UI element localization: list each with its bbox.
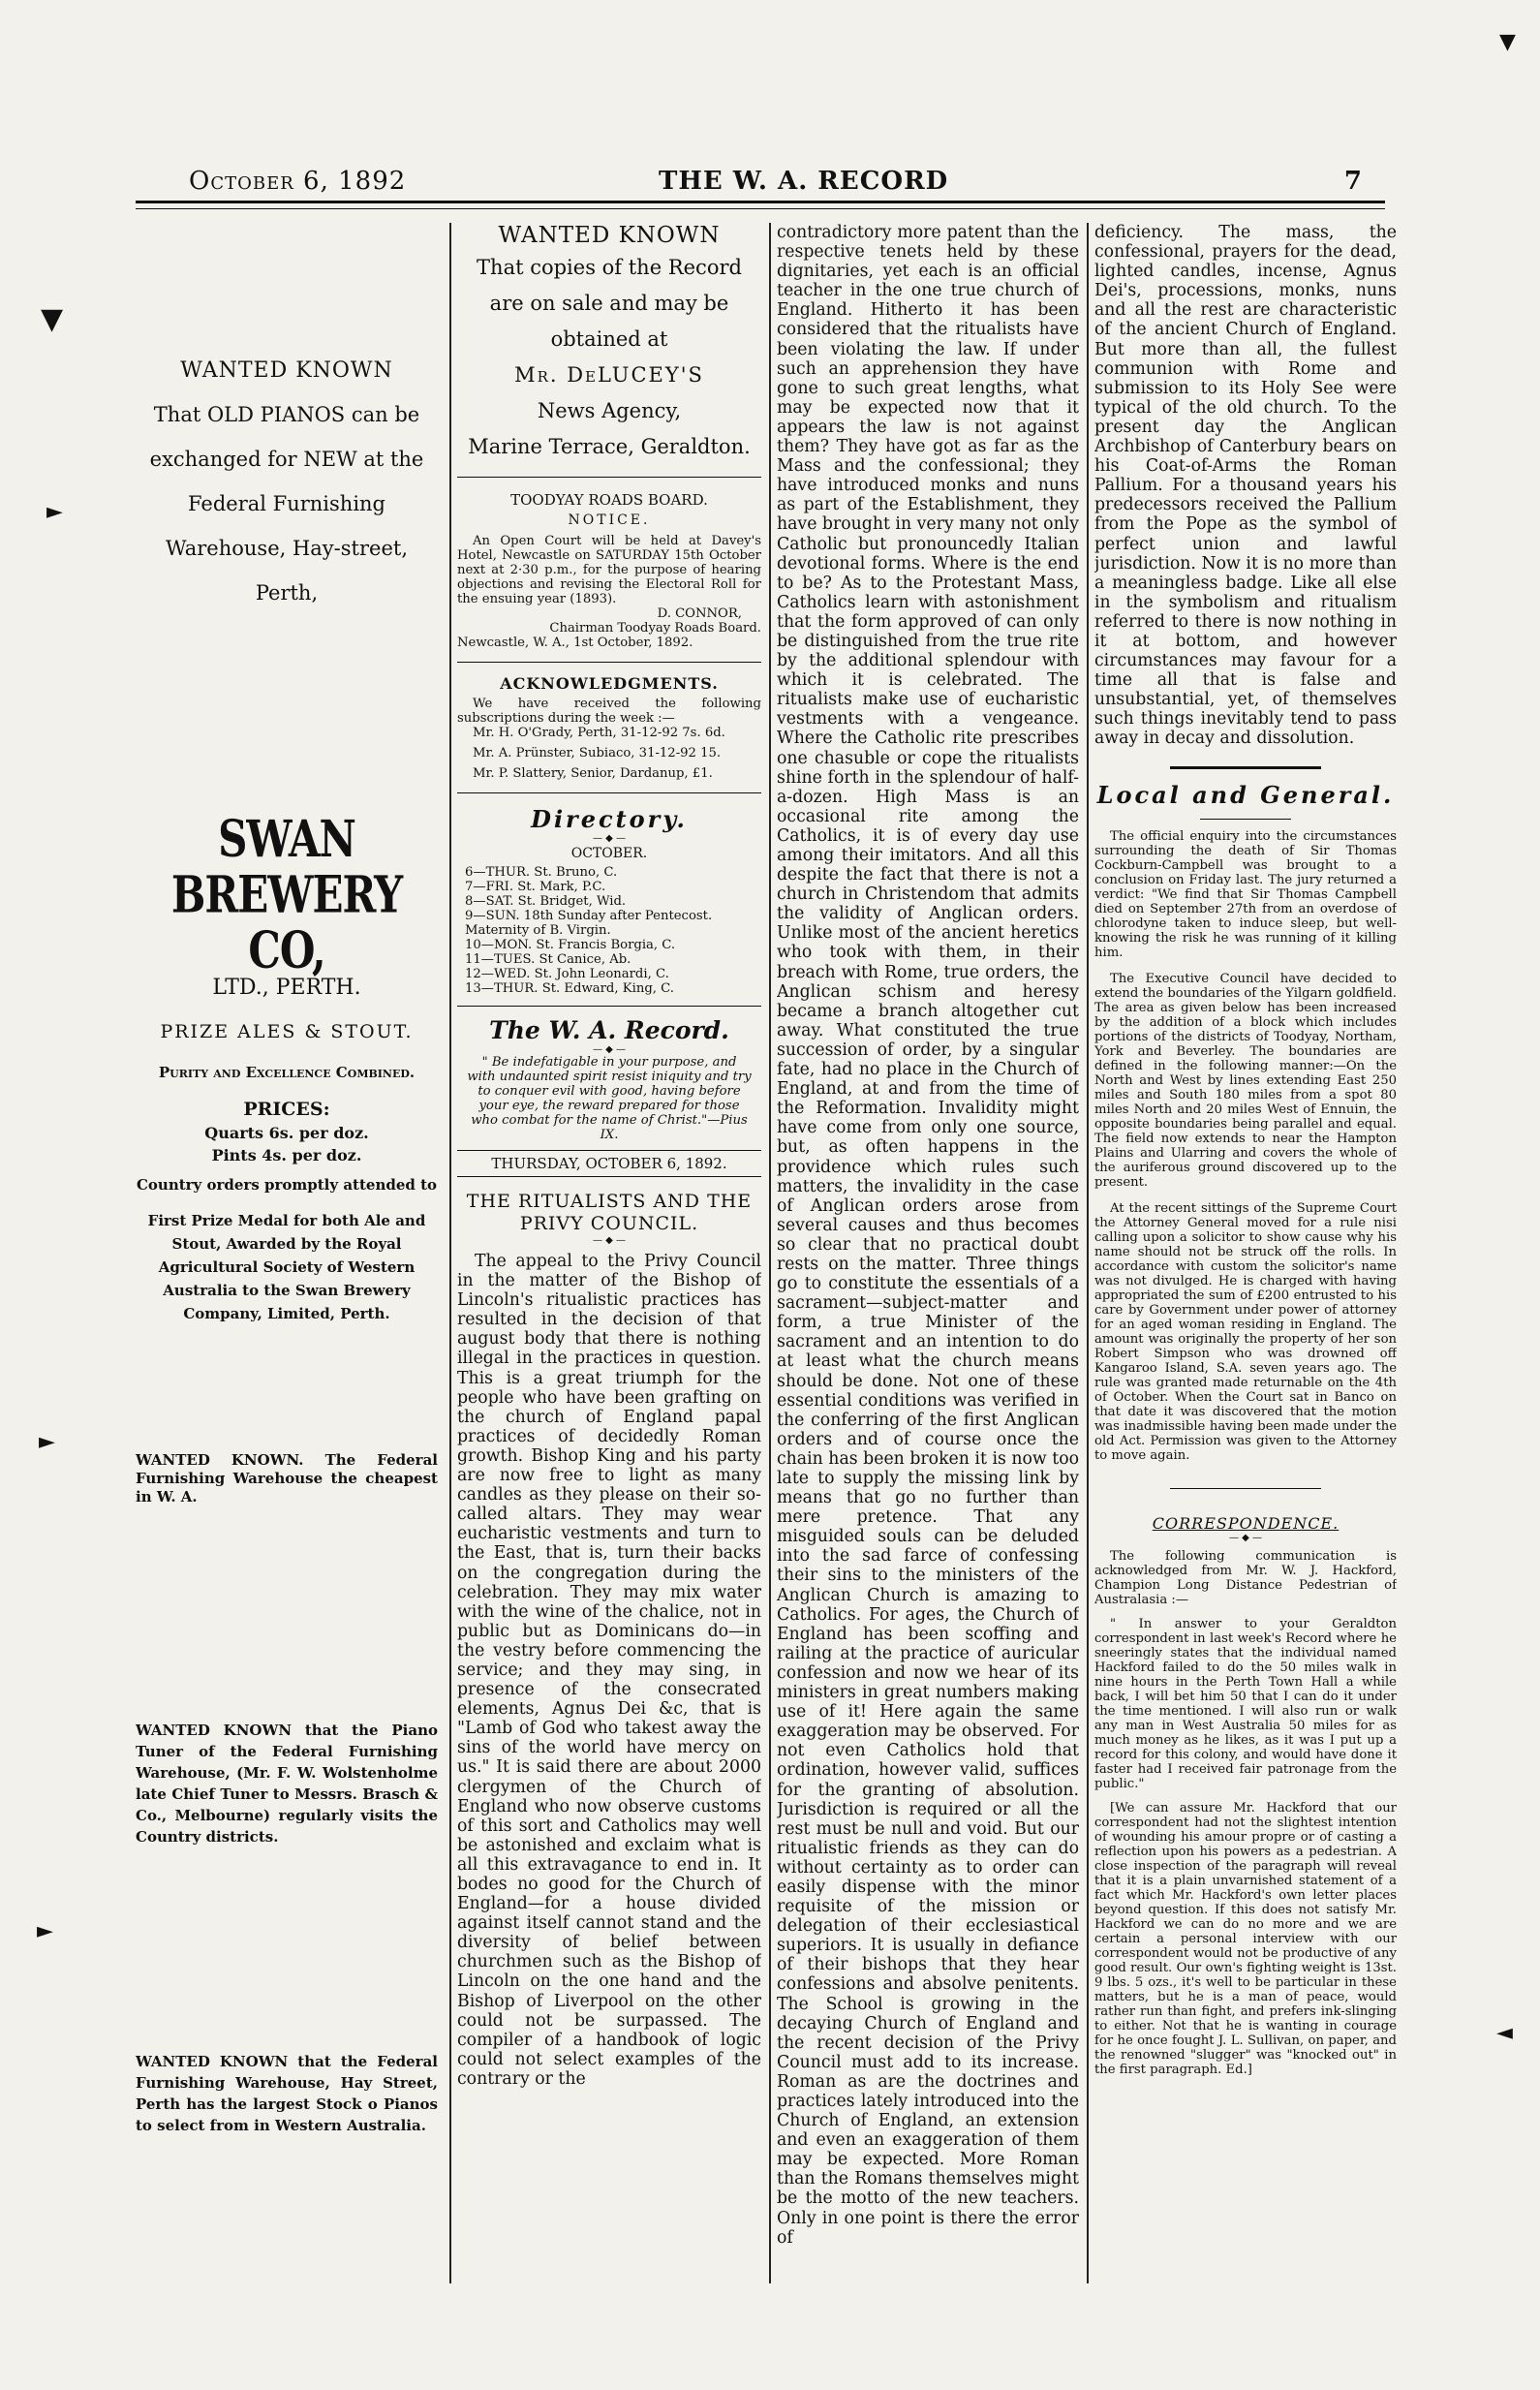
- ad-title: WANTED KNOWN: [180, 358, 393, 383]
- ornament: — ◆ —: [592, 833, 627, 844]
- ack-line: Mr. A. Prünster, Subiaco, 31-12-92 15.: [473, 746, 722, 760]
- notice-label: NOTICE.: [568, 512, 651, 528]
- divider: [457, 1176, 761, 1177]
- article-body-end: deficiency. The mass, the confessional, prayers for the dead, lighted candles, incense, Agnus Dei's, processions, monks, nuns and all the rest are characteristic of the ancient Church of England. But more than all, the fullest communion with Rome and submission to its Holy See were typical of the old church. To the present day the Anglican Archbishop of Canterbury bears on his Coat-of-Arms the Roman Pallium. For a thousand years his predecessors received the Pallium from the Pope as the symbol of perfect union and lawful jurisdiction. Now it is no more than a meaningless badge. Like all else in the symbolism and ritualism referred to there is now nothing in it at bottom, and however circumstances may favour for a time all that is false and unsubstantial, yet, of themselves such things inevitably tend to pass away in decay and dissolution.: [1094, 223, 1397, 749]
- header-rule: [136, 201, 1385, 203]
- directory-entry: 9—SUN. 18th Sunday after Pentecost. Maternity of B. Virgin.: [465, 909, 713, 938]
- ad-pianos-text: That OLD PIANOS can be exchanged for NEW at the Federal Furnishing Warehouse, Hay-street, Perth,: [149, 403, 424, 605]
- dateline: THURSDAY, OCTOBER 6, 1892.: [491, 1155, 727, 1172]
- directory-entry: 8—SAT. St. Bridget, Wid.: [465, 894, 627, 909]
- divider: [457, 792, 761, 793]
- directory-entry: 11—TUES. St Canice, Ab.: [465, 952, 631, 967]
- ad-cheapest: WANTED KNOWN. The Federal Furnishing Warehouse the cheapest in W. A.: [136, 1451, 438, 1505]
- divider: [457, 477, 761, 478]
- ack-title: ACKNOWLEDGMENTS.: [500, 674, 719, 693]
- wk-title: WANTED KNOWN: [498, 223, 721, 248]
- margin-mark: ▼: [41, 302, 64, 336]
- ornament: — ◆ —: [1228, 1532, 1263, 1543]
- toodyay-title: TOODYAY ROADS BOARD.: [510, 491, 708, 509]
- wk-text: That copies of the Record are on sale and may be obtained at: [477, 256, 742, 351]
- directory-list: [457, 865, 761, 996]
- swan-brewery-subtitle: LTD., PERTH.: [212, 976, 361, 1000]
- local-item: At the recent sittings of the Supreme Court the Attorney General moved for a rule nisi calling upon a solicitor to show cause why his name should not be struck off the rolls. In accordance with custom the solicitor's name was not divulged. He is charged with having appropriated the sum of £200 entrusted to his care by Government under power of attorney for an aged woman residing in England. The amount was originally the property of her son Robert Simpson who was drowned off Kangaroo Island, S.A. seven years ago. The rule was granted made returnable on the 4th of October. When the Court sat in Banco on that date it was discovered that the motion was inadmissible having been made under the old Act. Permission was given to the Attorney to move again.: [1094, 1200, 1397, 1463]
- correspondence-title: CORRESPONDENCE.: [1152, 1513, 1340, 1533]
- divider: [457, 1150, 761, 1151]
- directory-entry: 12—WED. St. John Leonardi, C.: [465, 967, 669, 981]
- correspondence-intro: The following communication is acknowledged from Mr. W. J. Hackford, Champion Long Distance Pedestrian of Australasia :—: [1094, 1548, 1397, 1607]
- divider: [457, 1006, 761, 1007]
- margin-mark: ◄: [1496, 2020, 1513, 2045]
- column-rule: [769, 223, 771, 2283]
- swan-products: PRIZE ALES & STOUT.: [160, 1021, 414, 1042]
- editor-reply: [We can assure Mr. Hackford that our correspondent had not the slightest intention of wounding his amour propre or of casting a reflection upon his powers as a pedestrian. A close inspection of the paragraph will reveal that it is a plain unvarnished statement of a fact which Mr. Hackford's own letter places beyond question. If this does not satisfy Mr. Hackford we can do no more and we are certain a personal interview with our correspondent would not be productive of any good result. Our own's fighting weight is 13st. 9 lbs. 5 ozs., it's well to be particular in these matters, but he is a man of peace, would rather run than fight, and prefers ink-slinging to either. Not that he is wanting in courage for he once fought J. L. Sullivan, on paper, and the renowned "slugger" was "knocked out" in the first paragraph. Ed.]: [1094, 1800, 1397, 2077]
- ack-line: Mr. P. Slattery, Senior, Dardanup, £1.: [473, 766, 713, 781]
- toodyay-date: Newcastle, W. A., 1st October, 1892.: [457, 636, 693, 650]
- column-notices-editorial: [457, 223, 761, 2332]
- price-pints: Pints 4s. per doz.: [211, 1146, 362, 1164]
- masthead: THE W. A. RECORD: [659, 167, 949, 196]
- medal-text: First Prize Medal for both Ale and Stout, Awarded by the Royal Agricultural Society of Western Australia to the Swan Brewery Company, Limited, Perth.: [147, 1212, 426, 1322]
- toodyay-sign-title: Chairman Toodyay Roads Board.: [549, 621, 761, 636]
- margin-mark: ►: [37, 1918, 53, 1943]
- prices-label: PRICES:: [243, 1099, 330, 1120]
- header-rule-thin: [136, 208, 1385, 209]
- wk-place: Marine Terrace, Geraldton.: [468, 435, 751, 458]
- pius-motto: " Be indefatigable in your purpose, and with undaunted spirit resist iniquity and try to conquer evil with good, having before your eye, the reward prepared for those who combat for the name of Christ."—Pius IX.: [467, 1055, 752, 1142]
- country-orders: Country orders promptly attended to: [136, 1176, 438, 1194]
- article-body: The appeal to the Privy Council in the matter of the Bishop of Lincoln's ritualistic practices has resulted in the decision of that august body that there is nothing illegal in the practices in question. This is a great triumph for the people who have been grafting on the church of England papal practices of decidedly Roman growth. Bishop King and his party are now free to light as many candles as they please on their so-called altars. They may wear eucharistic vestments and turn to the East, that is, turn their backs on the congregation during the celebration. They may mix water with the wine of the chalice, not in public but as Dominicans do—in the vestry before commencing the service; and they may sing, in presence of the consecrated elements, Agnus Dei &c, that is "Lamb of God who takest away the sins of the world have mercy on us." It is said there are about 2000 clergymen of the Church of England who now observe customs of this sort and Catholics may well be astonished and exclaim what is all this extravagance to end in. It bodes no good for the Church of England—for a house divided against itself cannot stand and the diversity of belief between churchmen such as the Bishop of Lincoln on the one hand and the Bishop of Liverpool on the other could not be surpassed. The compiler of a handbook of logic could not select examples of the contrary or the: [457, 1252, 761, 2089]
- local-general-title: Local and General.: [1096, 780, 1395, 809]
- page-header: [136, 167, 1385, 196]
- column-rule: [1087, 223, 1089, 2283]
- column-article-continued: [777, 223, 1079, 2332]
- divider: [1170, 766, 1321, 769]
- swan-purity: Purity and Excellence Combined.: [158, 1064, 416, 1081]
- directory-entry: 6—THUR. St. Bruno, C.: [465, 865, 618, 880]
- price-quarts: Quarts 6s. per doz.: [204, 1124, 369, 1142]
- directory-entry: 7—FRI. St. Mark, P.C.: [465, 880, 606, 894]
- ad-largest-stock: WANTED KNOWN that the Federal Furnishing Warehouse, Hay Street, Perth has the largest Stock o Pianos to select from in Western Australia.: [136, 2053, 438, 2134]
- local-item: The Executive Council have decided to extend the boundaries of the Yilgarn goldfield. The area as given below has been increased by the addition of a block which includes portions of the districts of Toodyay, Northam, York and Beverley. The boundaries are defined in the following manner:—On the North and West by lines extending East 250 miles and South 180 miles from a spot 80 miles North and 20 miles West of Ennuin, the opposite boundaries being parallel and equal. The field now extends to near the Hampton Plains and Ularring and covers the whole of the auriferous ground discovered up to the present.: [1094, 971, 1397, 1190]
- directory-entry: 13—THUR. St. Edward, King, C.: [465, 981, 674, 996]
- column-rule: [449, 223, 451, 2283]
- divider: [1200, 819, 1291, 820]
- divider: [457, 662, 761, 663]
- ack-line: Mr. H. O'Grady, Perth, 31-12-92 7s. 6d.: [473, 726, 725, 740]
- correspondence-letter: " In answer to your Geraldton correspondent in last week's Record where he sneeringly states that the individual named Hackford failed to do the 50 miles walk in nine hours in the Perth Town Hall a while back, I will bet him 50 that I can do it under the time mentioned. I will also run or walk any man in West Australia 50 miles for as much money as he likes, as it was I put up a record for this colony, and would have done it faster had I received fair patronage from the public.": [1094, 1616, 1397, 1791]
- margin-mark: ►: [46, 499, 63, 524]
- margin-mark: ▼: [1499, 29, 1516, 54]
- ad-piano-tuner: WANTED KNOWN that the Piano Tuner of the Federal Furnishing Warehouse, (Mr. F. W. Wolstenholme late Chief Tuner to Messrs. Brasch & Co., Melbourne) regularly visits the Country districts.: [136, 1722, 438, 1846]
- margin-mark: ►: [39, 1429, 55, 1454]
- article-title: THE RITUALISTS AND THE PRIVY COUNCIL.: [466, 1191, 753, 1234]
- directory-month: OCTOBER.: [570, 846, 648, 861]
- toodyay-sign: D. CONNOR,: [657, 606, 742, 621]
- column-advertisements: [136, 223, 438, 2332]
- article-body-continued: contradictory more patent than the respective tenets held by these dignitaries, yet each is an official teacher in the one true church of England. Hitherto it has been considered that the ritualists have been violating the law. If under such an apprehension they have gone to such great lengths, what may be expected now that it appears the law is not against them? They have got as far as the Mass and the confessional; they have introduced monks and nuns as part of the Establishment, they have brought in very many not only Catholic but pronouncedly Italian devotional forms. Where is the end to be? As to the Protestant Mass, Catholics learn with astonishment that the form approved of can only be distinguished from the true rite by the additional splendour with which it is celebrated. The ritualists make use of eucharistic vestments with a vengeance. Where the Catholic rite prescribes one chasuble or cope the ritualists shine forth in the splendour of half-a-dozen. High Mass is an occasional rite among the Catholics, it is of every day use among their imitators. And all this despite the fact that there is not a church in Christendom that admits the validity of Anglican orders. Unlike most of the ancient heretics who took with them, in their breach with Rome, true orders, the Anglican schism and heresy became a branch altogether cut away. What constituted the true succession of order, by a singular fate, had no place in the Church of England, at and from the time of the Reformation. Invalidity might have come from only one source, but, as often happens in the providence which rules such matters, the invalidity in the case of Anglican orders arose from several causes and thus becomes so clear that no practical doubt rests on the matter. Three things go to constitute the essentials of a sacrament—subject-matter and form, a true Minister of the sacrament and an intention to do at least what the church means should be done. Not one of these essential conditions was verified in the conferring of the first Anglican orders and of course once the chain has been broken it is now too late to supply the missing link by means that go no further than mere pretence. That any misguided souls can be deluded into the sad farce of confessing their sins to the ministers of the Anglican Church is amazing to Catholics. For ages, the Church of England has been scoffing and railing at the practice of auricular confession and now we hear of its ministers in great numbers making use of it! Here again the same exaggeration may be observed. For not even Catholics hold that ordination, however valid, suffices for the granting of absolution. Jurisdiction is required or all the rest must be null and void. But our ritualistic friends as they can do without certainty as to order can easily dispense with the minor requisite of the mission or delegation of their ecclesiastical superiors. It is usually in defiance of their bishops that they hear confessions and absolve penitents. The School is growing in the decaying Church of England and the recent decision of the Privy Council must add to its increase. Roman as are the doctrines and practices lately introduced into the Church of England, an extension and even an exaggeration of them may be expected. More Roman than the Romans themselves might be the motto of the new teachers. Only in one point is there the error of: [777, 223, 1079, 2248]
- paper-title: The W. A. Record.: [489, 1016, 729, 1044]
- swan-brewery-title: SWAN BREWERY CO,: [170, 809, 403, 980]
- divider: [1170, 1488, 1321, 1489]
- page-number: 7: [1343, 167, 1362, 196]
- column-local-correspondence: [1094, 223, 1397, 2332]
- wk-agency: News Agency,: [537, 399, 682, 422]
- wk-agent-name: Mr. DeLUCEY'S: [514, 363, 704, 387]
- ornament: — ◆ —: [592, 1235, 627, 1246]
- local-item: The official enquiry into the circumstances surrounding the death of Sir Thomas Cockburn-Campbell was brought to a conclusion on Friday last. The jury returned a verdict: "We find that Sir Thomas Campbell died on September 27th from an overdose of chlorodyne taken to induce sleep, but well-knowing the risk he was running of it killing him.: [1094, 828, 1397, 960]
- issue-date: October 6, 1892: [189, 167, 407, 196]
- directory-title: Directory.: [531, 805, 688, 833]
- ornament: — ◆ —: [592, 1044, 627, 1055]
- ack-intro: We have received the following subscriptions during the week :—: [457, 697, 761, 726]
- toodyay-text: An Open Court will be held at Davey's Hotel, Newcastle on SATURDAY 15th October next at 2·30 p.m., for the purpose of hearing objections and revising the Electoral Roll for the ensuing year (1893).: [457, 534, 761, 606]
- directory-entry: 10—MON. St. Francis Borgia, C.: [465, 938, 676, 952]
